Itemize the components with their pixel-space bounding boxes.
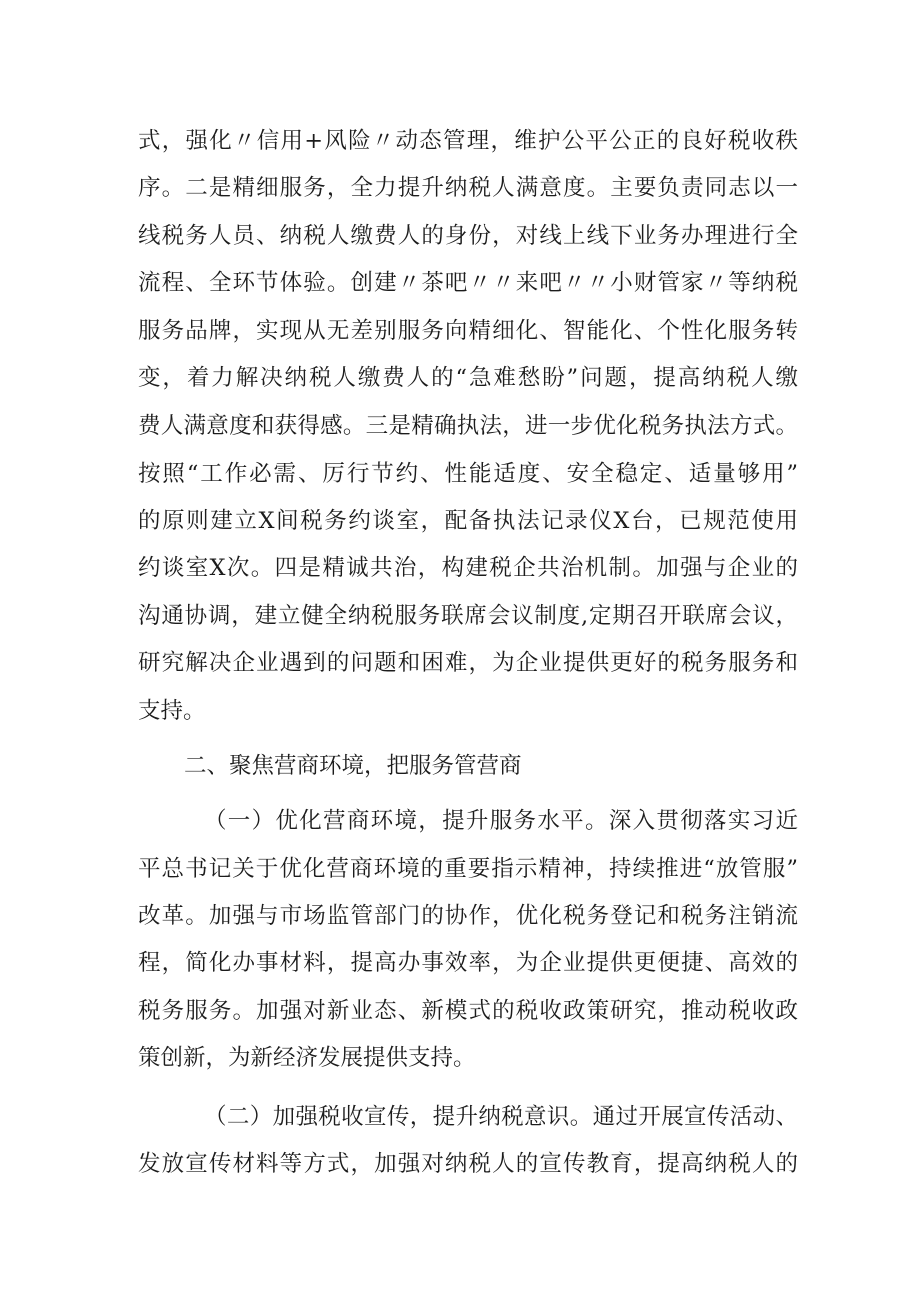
text-line: 费人满意度和获得感。三是精确执法，进一步优化税务执法方式。: [138, 413, 798, 439]
text-line: 支持。: [138, 698, 206, 724]
text-line: 程，简化办事材料，提高办事效率，为企业提供更便捷、高效的: [138, 950, 798, 976]
text-line: 按照“工作必需、厉行节约、性能适度、安全稳定、适量够用”: [138, 461, 798, 487]
text-line: 研究解决企业遇到的问题和困难，为企业提供更好的税务服务和: [138, 650, 798, 676]
text-line: 变，着力解决纳税人缴费人的“急难愁盼”问题，提高纳税人缴: [138, 365, 798, 391]
text-line: 策创新，为新经济发展提供支持。: [138, 1045, 476, 1071]
text-line: 序。二是精细服务，全力提升纳税人满意度。主要负责同志以一: [138, 175, 798, 201]
section-heading: 二、聚焦营商环境，把服务管营商: [184, 753, 522, 779]
text-line: 的原则建立X间税务约谈室，配备执法记录仪X台，已规范使用: [138, 508, 798, 534]
text-line: 沟通协调，建立健全纳税服务联席会议制度,定期召开联席会议，: [138, 603, 798, 629]
text-line: 改革。加强与市场监管部门的协作，优化税务登记和税务注销流: [138, 903, 798, 929]
text-line: 发放宣传材料等方式，加强对纳税人的宣传教育，提高纳税人的: [138, 1151, 798, 1177]
paragraph-first-line: （二）加强税收宣传，提升纳税意识。通过开展宣传活动、: [204, 1104, 798, 1130]
text-line: 服务品牌，实现从无差别服务向精细化、智能化、个性化服务转: [138, 318, 798, 344]
text-line: 式，强化〃信用+风险〃动态管理，维护公平公正的良好税收秩: [138, 128, 798, 154]
text-line: 约谈室X次。四是精诚共治，构建税企共治机制。加强与企业的: [138, 555, 798, 581]
text-line: 税务服务。加强对新业态、新模式的税收政策研究，推动税收政: [138, 998, 798, 1024]
text-line: 线税务人员、纳税人缴费人的身份，对线上线下业务办理进行全: [138, 223, 798, 249]
text-line: 平总书记关于优化营商环境的重要指示精神，持续推进“放管服”: [138, 856, 798, 882]
paragraph-first-line: （一）优化营商环境，提升服务水平。深入贯彻落实习近: [204, 808, 798, 834]
text-line: 流程、全环节体验。创建〃茶吧〃〃来吧〃〃小财管家〃等纳税: [138, 270, 798, 296]
